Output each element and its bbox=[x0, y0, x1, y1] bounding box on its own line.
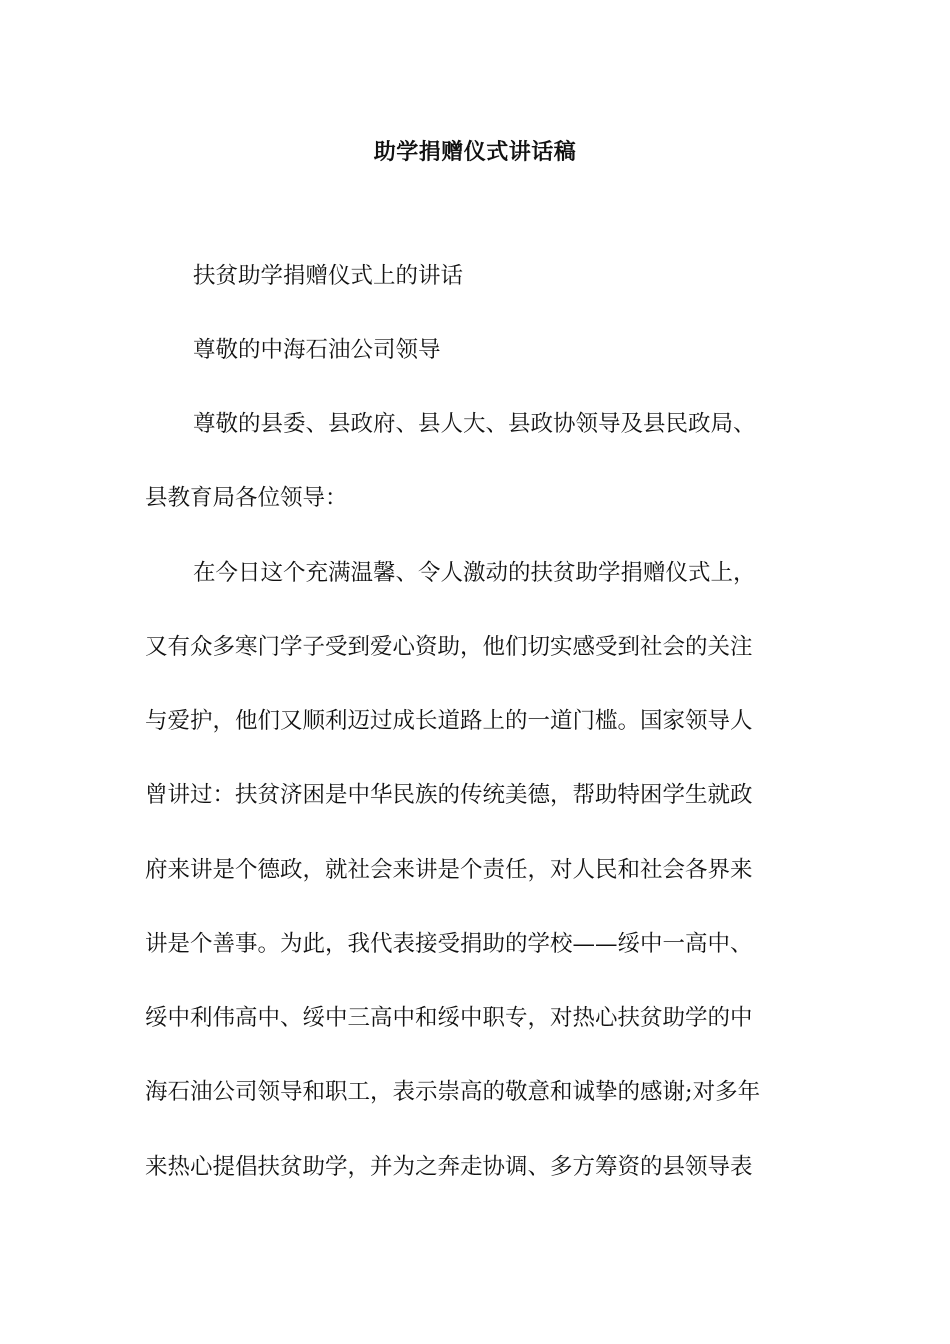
body-text-line: 又有众多寒门学子受到爱心资助，他们切实感受到社会的关注 bbox=[145, 634, 753, 660]
document-title: 助学捐赠仪式讲话稿 bbox=[373, 139, 577, 165]
body-text-line: 绥中利伟高中、绥中三高中和绥中职专，对热心扶贫助学的中 bbox=[145, 1005, 753, 1031]
body-text-line: 讲是个善事。为此，我代表接受捐助的学校——绥中一高中、 bbox=[145, 931, 753, 957]
body-text-line: 曾讲过：扶贫济困是中华民族的传统美德，帮助特困学生就政 bbox=[145, 782, 753, 808]
salutation-line: 尊敬的县委、县政府、县人大、县政协领导及县民政局、 bbox=[193, 411, 756, 437]
body-text-line: 府来讲是个德政，就社会来讲是个责任，对人民和社会各界来 bbox=[145, 857, 753, 883]
body-text-line: 在今日这个充满温馨、令人激动的扶贫助学捐赠仪式上， bbox=[193, 560, 756, 586]
subtitle-line: 扶贫助学捐赠仪式上的讲话 bbox=[193, 263, 464, 289]
body-text-line: 海石油公司领导和职工，表示崇高的敬意和诚挚的感谢;对多年 bbox=[145, 1079, 761, 1105]
salutation-line: 县教育局各位领导： bbox=[145, 485, 348, 511]
salutation-line: 尊敬的中海石油公司领导 bbox=[193, 337, 441, 363]
body-text-line: 来热心提倡扶贫助学，并为之奔走协调、多方筹资的县领导表 bbox=[145, 1154, 753, 1180]
body-text-line: 与爱护，他们又顺利迈过成长道路上的一道门槛。国家领导人 bbox=[145, 708, 753, 734]
